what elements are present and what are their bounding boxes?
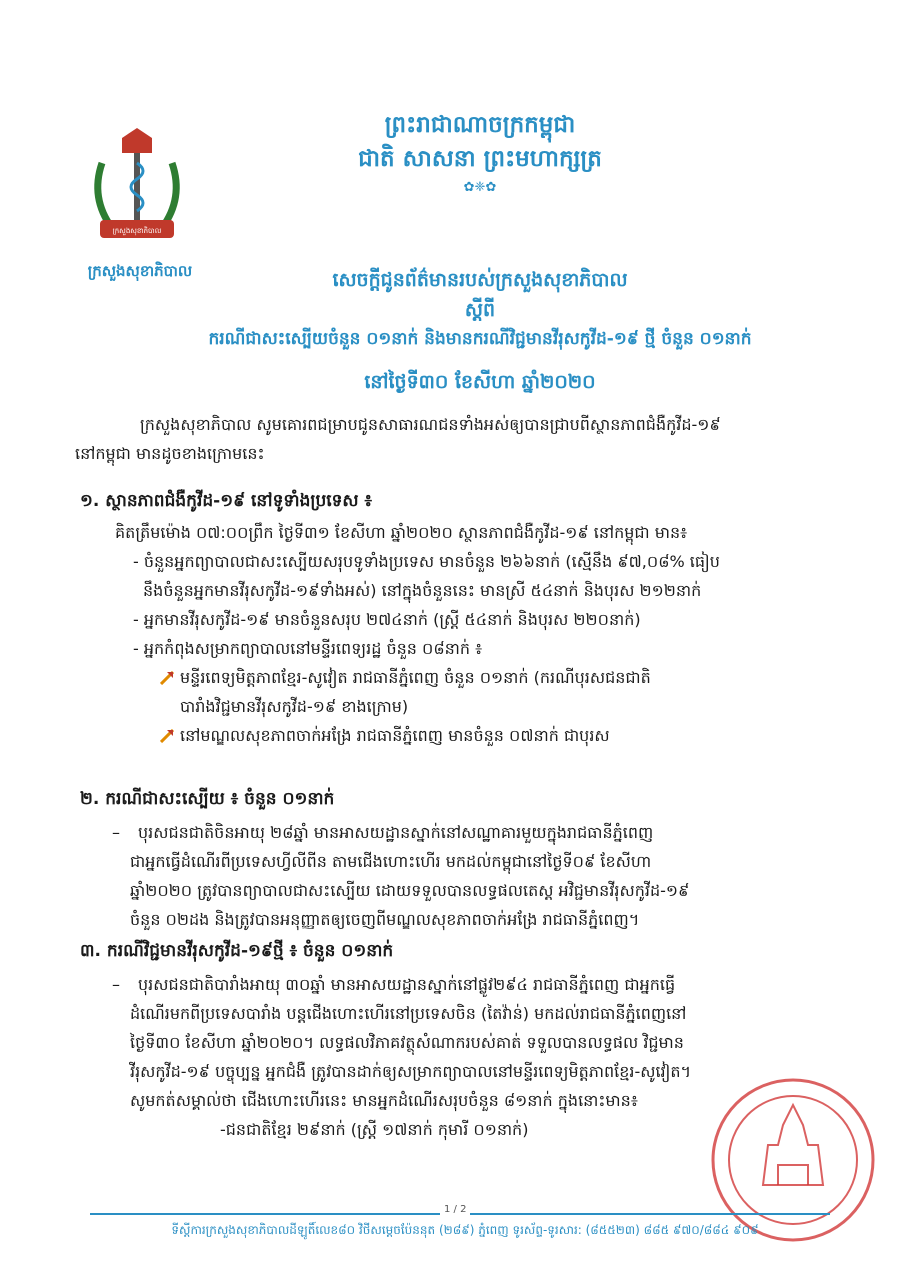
section2-line: – បុរសជនជាតិចិនអាយុ ២៨ឆ្នាំ មានអាសយដ្ឋានស្នាក់នៅសណ្ឋាគារមួយក្នុងរាជធានីភ្នំពេញ bbox=[112, 823, 654, 842]
section3-text: បុរសជនជាតិបារាំងអាយុ ៣០ឆ្នាំ មានអាសយដ្ឋានស្នាក់នៅផ្លូវ២៩៤ រាជធានីភ្នំពេញ ជាអ្នកធ្វើ bbox=[138, 975, 676, 994]
section2-text: បុរសជនជាតិចិនអាយុ ២៨ឆ្នាំ មានអាសយដ្ឋានស្នាក់នៅសណ្ឋាគារមួយក្នុងរាជធានីភ្នំពេញ bbox=[138, 823, 654, 842]
arrow-bullet-icon bbox=[160, 665, 174, 679]
ministry-logo bbox=[82, 128, 192, 248]
section1-line: នឹងចំនួនអ្នកមានវីរុសកូវីដ-១៩ទាំងអស់) នៅក្នុងចំនួននេះ មានស្រី ៥៤នាក់ និងបុរស ២១២នាក់ bbox=[143, 581, 702, 600]
ornament-divider: ✿❈✿ bbox=[463, 180, 497, 195]
section1-bullet-1 bbox=[160, 663, 845, 692]
section2-line: ឆ្នាំ២០២០ ត្រូវបានព្យាបាលជាសះស្បើយ ដោយទទួលបានលទ្ធផលតេស្ត អវិជ្ជមានវីរុសកូវីដ-១៩ bbox=[130, 881, 690, 900]
section2-body bbox=[112, 818, 850, 934]
announcement-date: នៅថ្ងៃទី៣០ ខែសីហា ឆ្នាំ២០២០ bbox=[364, 371, 596, 393]
section2-line: ចំនួន ០២ដង និងត្រូវបានអនុញ្ញាតឲ្យចេញពីមណ្ឌលសុខភាពចាក់អង្រែ រាជធានីភ្នំពេញ។ bbox=[130, 910, 640, 929]
intro-paragraph bbox=[75, 410, 840, 468]
intro-line: ក្រសួងសុខាភិបាល សូមគោរពជម្រាបជូនសាធារណជនទាំងអស់ឲ្យបានជ្រាបពីស្ថានភាពជំងឺកូវីដ-១៩ bbox=[140, 415, 721, 434]
section1-bullet-continuation: បារាំងវិជ្ជមានវីរុសកូវីដ-១៩ ខាងក្រោម) bbox=[180, 697, 409, 716]
official-stamp bbox=[708, 1075, 878, 1245]
section1-line: - អ្នកកំពុងសម្រាកព្យាបាលនៅមន្ទីរពេទ្យរដ្ឋ ចំនួន ០៨នាក់ ៖ bbox=[133, 639, 483, 658]
section3-line: ដំណើរមកពីប្រទេសបារាំង បន្តជើងហោះហើរនៅប្រទេសចិន (តៃវ៉ាន់) មកដល់រាជធានីភ្នំពេញនៅ bbox=[130, 1004, 687, 1023]
section3-line: – បុរសជនជាតិបារាំងអាយុ ៣០ឆ្នាំ មានអាសយដ្ឋានស្នាក់នៅផ្លូវ២៩៤ រាជធានីភ្នំពេញ ជាអ្នកធ្វើ bbox=[112, 975, 676, 994]
section3-line: -ជនជាតិខ្មែរ ២៩នាក់ (ស្ត្រី ១៧នាក់ កុមារី ០១នាក់) bbox=[220, 1120, 529, 1139]
announcement-subject: ករណីជាសះស្បើយចំនួន ០១នាក់ និងមានករណីវិជ្ជមានវីរុសកូវីដ-១៩ ថ្មី ចំនួន ០១នាក់ bbox=[208, 329, 752, 349]
section2-heading: ២. ករណីជាសះស្បើយ ៖ ចំនួន ០១នាក់ bbox=[80, 789, 335, 809]
section1-line: - អ្នកមានវីរុសកូវីដ-១៩ មានចំនួនសរុប ២៧៤នាក់ (ស្ត្រី ៥៤នាក់ និងបុរស ២២០នាក់) bbox=[133, 610, 641, 629]
bullet-text: នៅមណ្ឌលសុខភាពចាក់អង្រែ រាជធានីភ្នំពេញ មានចំនួន ០៧នាក់ ជាបុរស bbox=[180, 726, 610, 745]
arrow-bullet-icon bbox=[160, 723, 174, 737]
section1-line: - ចំនួនអ្នកព្យាបាលជាសះស្បើយសរុបទូទាំងប្រទេស មានចំនួន ២៦៦នាក់ (ស្មើនឹង ៩៧,០៨% ធៀប bbox=[133, 552, 720, 571]
announcement-title: សេចក្តីជូនព័ត៌មានរបស់ក្រសួងសុខាភិបាល bbox=[332, 269, 628, 291]
section2-line: ជាអ្នកធ្វើដំណើរពីប្រទេសហ្វីលីពីន តាមជើងហោះហើរ មកដល់កម្ពុជានៅថ្ងៃទី០៩ ខែសីហា bbox=[130, 852, 652, 871]
section1-line: គិតត្រឹមម៉ោង ០៧:០០ព្រឹក ថ្ងៃទី៣១ ខែសីហា ឆ្នាំ២០២០ ស្ថានភាពជំងឺកូវីដ-១៩ នៅកម្ពុជា មាន៖ bbox=[115, 523, 688, 542]
section1-body bbox=[115, 518, 845, 750]
intro-line: នៅកម្ពុជា មានដូចខាងក្រោមនេះ bbox=[75, 444, 265, 463]
national-motto: ជាតិ សាសនា ព្រះមហាក្សត្រ bbox=[358, 146, 602, 172]
announcement-subject-label: ស្តីពី bbox=[464, 299, 496, 321]
section1-bullet-2 bbox=[160, 721, 845, 750]
section1-heading: ១. ស្ថានភាពជំងឺកូវីដ-១៩ នៅទូទាំងប្រទេស ៖ bbox=[80, 491, 372, 511]
ministry-label: ក្រសួងសុខាភិបាល bbox=[87, 262, 193, 280]
kingdom-header bbox=[200, 108, 760, 176]
svg-text:ក្រសួងសុខាភិបាល: ក្រសួងសុខាភិបាល bbox=[112, 227, 162, 235]
section3-heading: ៣. ករណីវិជ្ជមានវីរុសកូវីដ-១៩ថ្មី ៖ ចំនួន ០១នាក់ bbox=[80, 941, 394, 961]
kingdom-name: ព្រះរាជាណាចក្រកម្ពុជា bbox=[384, 112, 576, 138]
page-number: 1 / 2 bbox=[440, 1204, 470, 1215]
section3-line: វីរុសកូវីដ-១៩ បច្ចុប្បន្ន អ្នកជំងឺ ត្រូវបានដាក់ឲ្យសម្រាកព្យាបាលនៅមន្ទីរពេទ្យមិត្តភាពខ្មែរ-សូវៀត។ bbox=[130, 1062, 692, 1081]
section3-line: ថ្ងៃទី៣០ ខែសីហា ឆ្នាំ២០២០។ លទ្ធផលវិភាគវត្ថុសំណាករបស់គាត់ ទទួលបានលទ្ធផល វិជ្ជមាន bbox=[130, 1033, 684, 1052]
footer-address: ទីស្តីការក្រសួងសុខាភិបាលដីឡូតិ៍លេខ៨០ វិថីសម្តេចប៉ែននុត (២៨៩) ភ្នំពេញ ទូរស័ព្ទ-ទូរសារ: (៨៥៥២៣) ៨៨៥ ៩៧០/៨៨៤ ៩០៩ bbox=[171, 1223, 759, 1237]
section3-line: សូមកត់សម្គាល់ថា ជើងហោះហើរនេះ មានអ្នកដំណើរសរុបចំនួន ៨១នាក់ ក្នុងនោះមាន៖ bbox=[130, 1091, 638, 1110]
bullet-text: មន្ទីរពេទ្យមិត្តភាពខ្មែរ-សូវៀត រាជធានីភ្នំពេញ ចំនួន ០១នាក់ (ករណីបុរសជនជាតិ bbox=[180, 668, 651, 687]
